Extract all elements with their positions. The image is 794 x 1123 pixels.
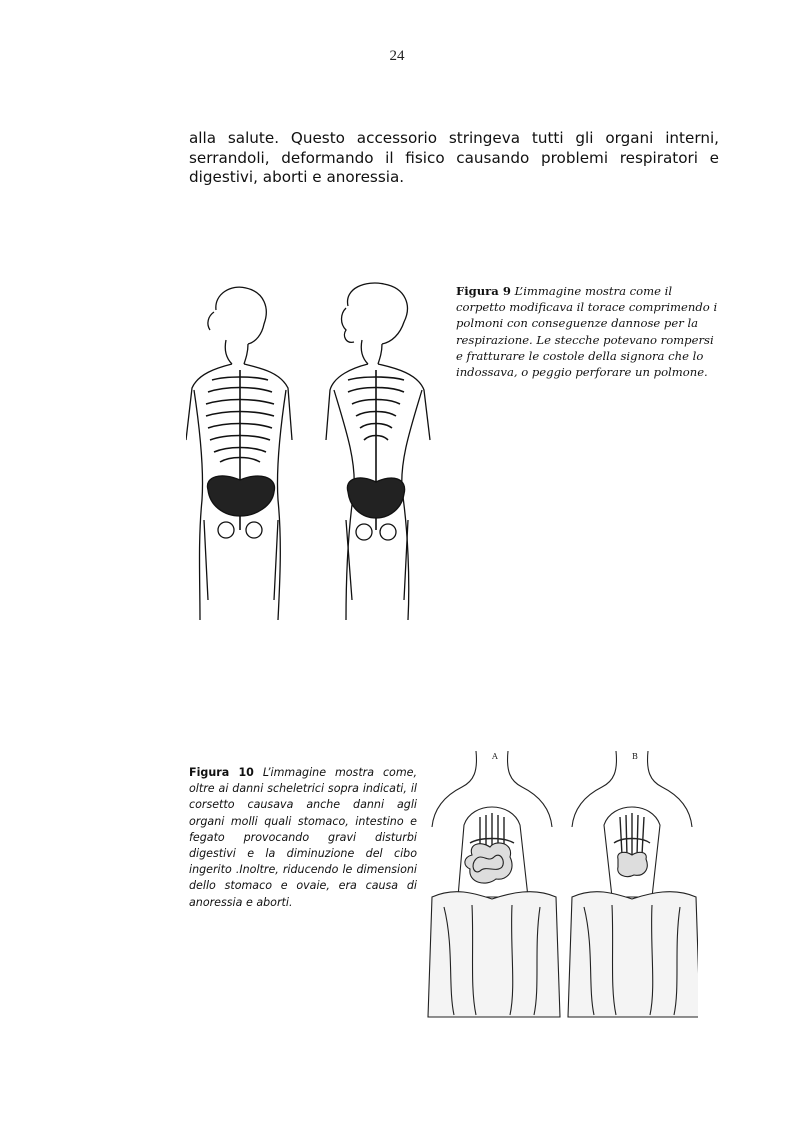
figure-10-caption-text: L’immagine mostra come, oltre ai danni scheletrici sopra indicati, il corsetto causava anche danni agli organi molli quali stomaco, intestino e fegato provocando gravi disturbi digestivi e la diminuzione del cibo ingerito .Inoltre, riducendo le dimensioni dello stomaco e ovaie, era causa di anoressia e aborti. [189, 766, 417, 909]
figure-10-caption [189, 765, 417, 911]
figure-9-label: Figura 9 [456, 284, 511, 298]
page-number: 24 [389, 48, 405, 64]
panel-b-corseted-organs [568, 751, 698, 1017]
panel-b-label: B [632, 752, 638, 761]
figure-10-label: Figura 10 [189, 766, 254, 779]
figure-9-illustration [186, 280, 448, 622]
figure-9-caption-text: L’immagine mostra come il corpetto modificava il torace comprimendo i polmoni con conseguenze dannose per la respirazione. Le stecche potevano rompersi e fratturare le costole della signora che lo indossava, o peggio perforare un polmone. [456, 284, 718, 380]
natural-skeleton-figure [186, 287, 292, 620]
figure-10-illustration [424, 747, 698, 1021]
figure-9-caption [456, 283, 718, 380]
body-paragraph: alla salute. Questo accessorio stringeva tutti gli organi interni, serrandoli, deformando il fisico causando problemi respiratori e digestivi, aborti e anoressia. [189, 129, 719, 186]
corseted-skeleton-figure [326, 283, 430, 620]
panel-a-label: A [492, 752, 498, 761]
panel-a-natural-organs [428, 751, 560, 1017]
